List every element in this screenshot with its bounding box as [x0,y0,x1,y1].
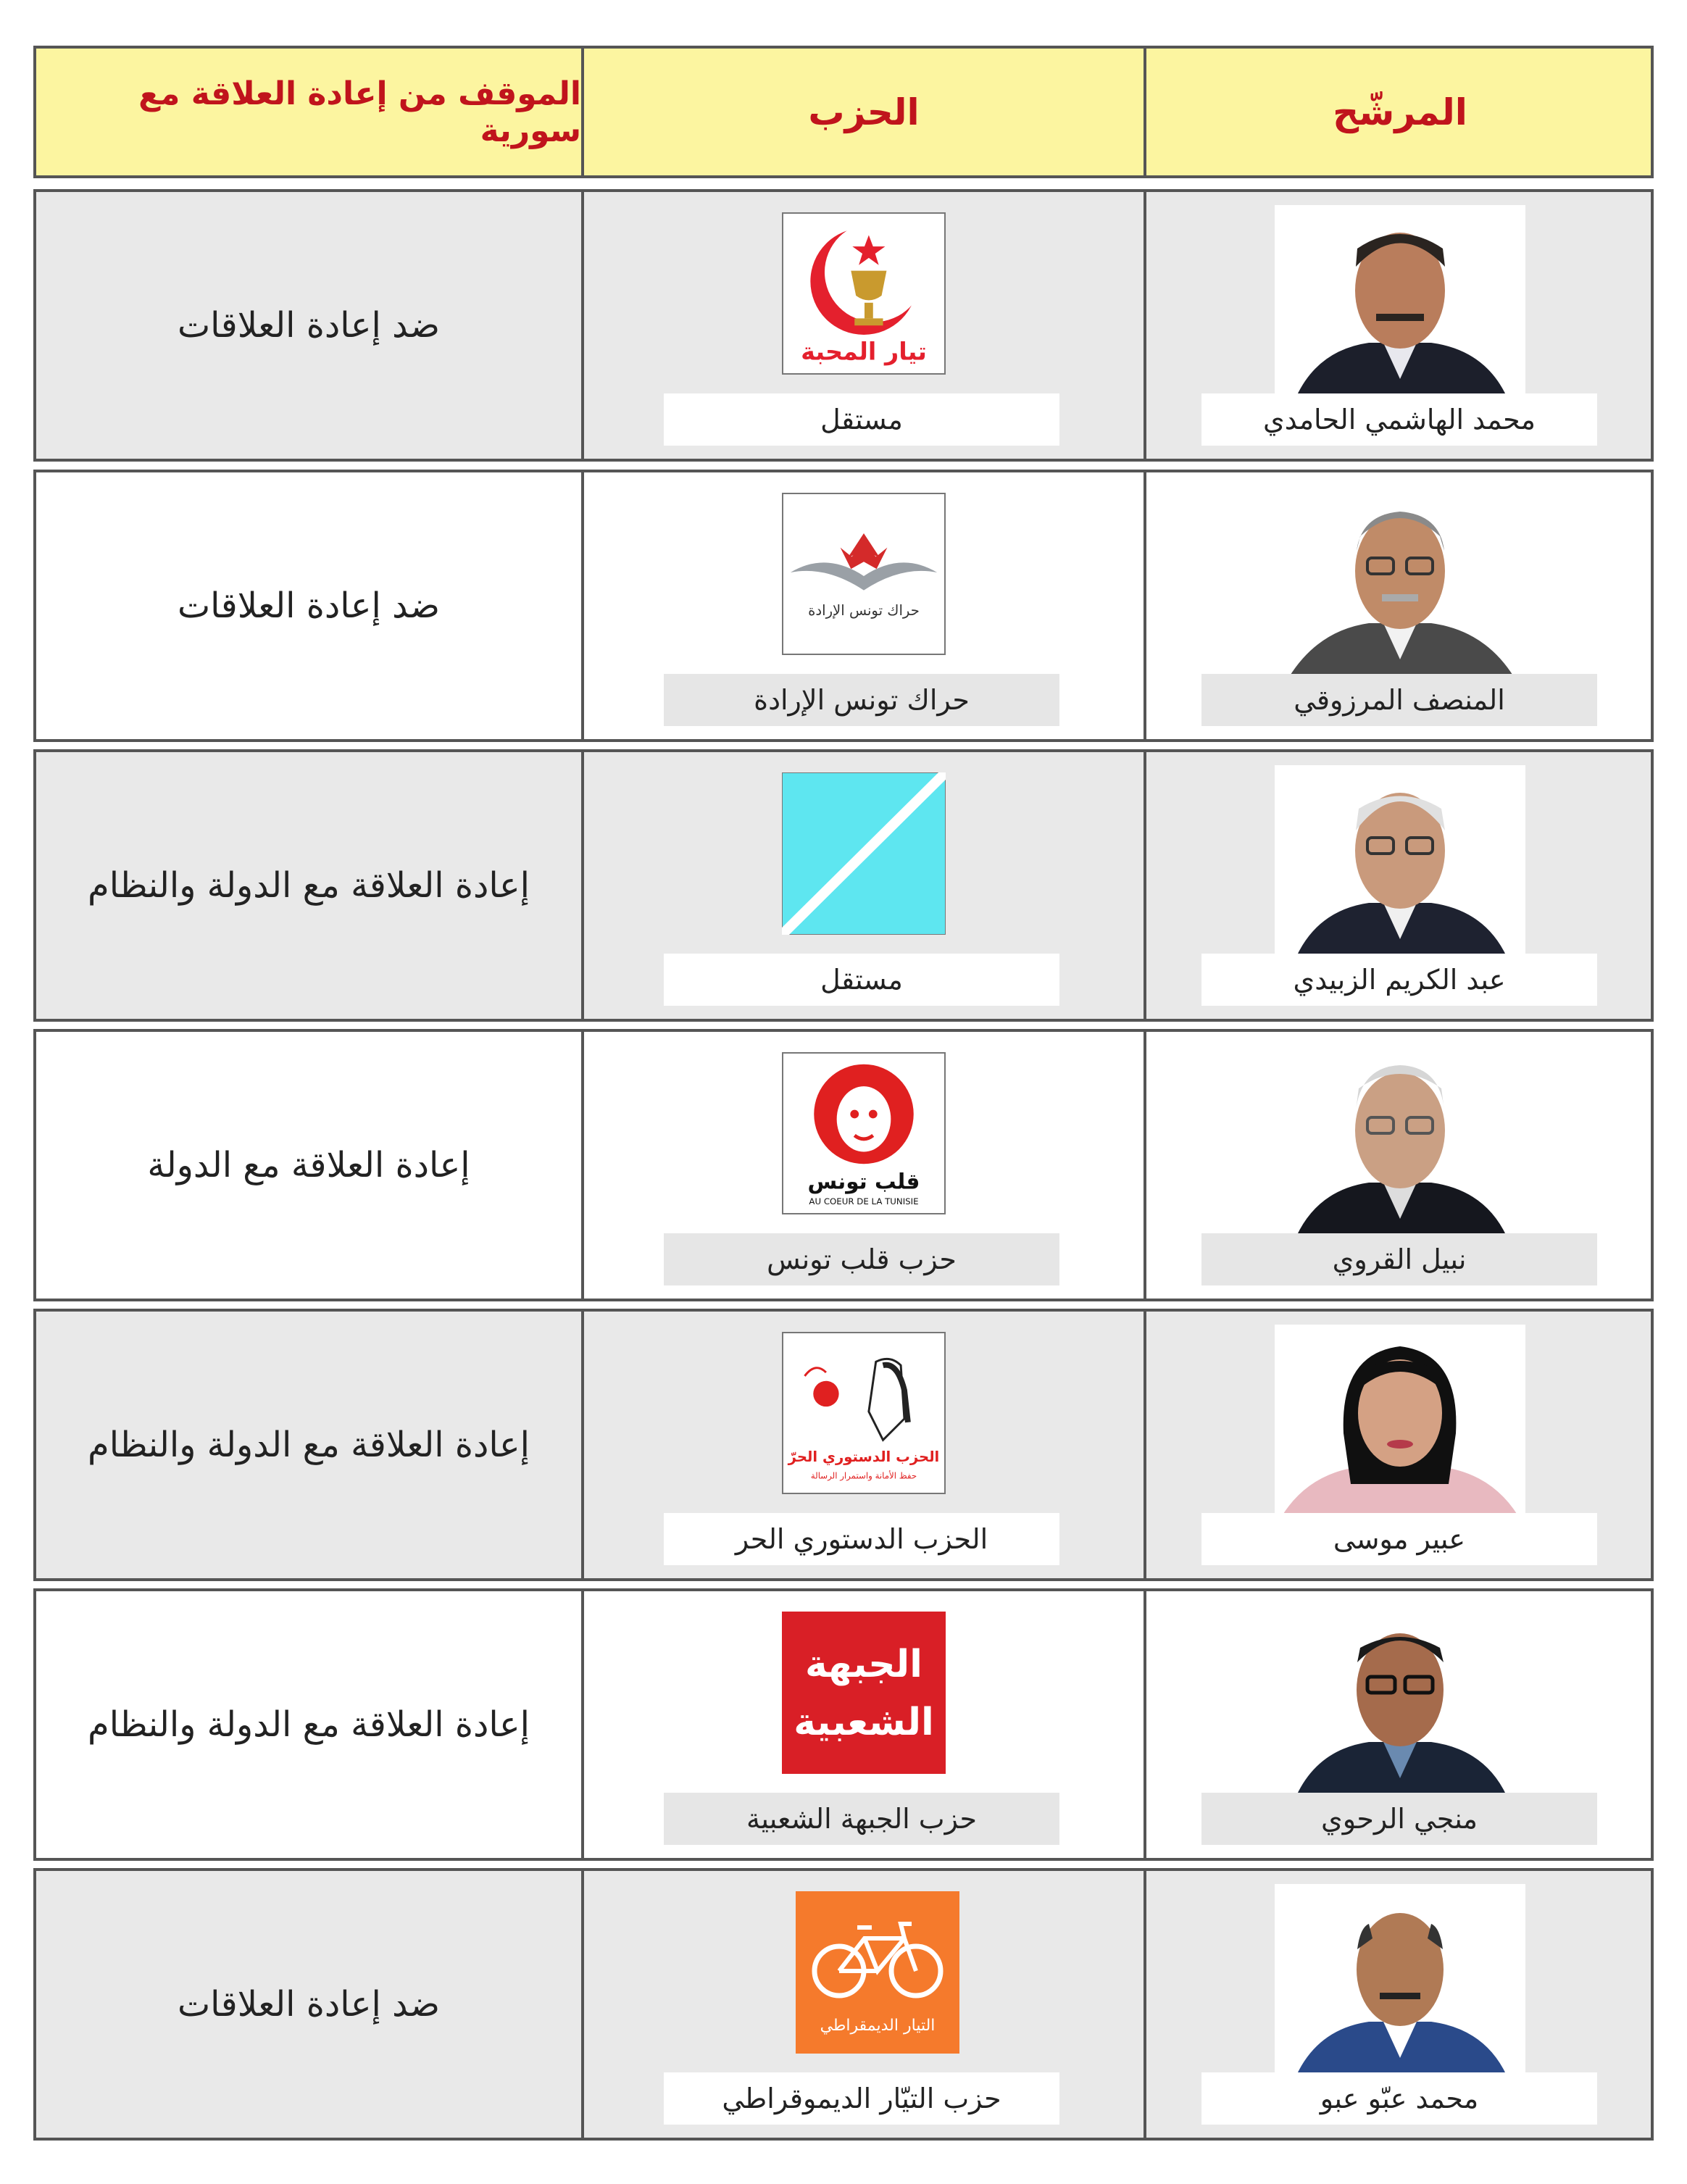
header-stance: الموقف من إعادة العلاقة مع سورية [138,75,581,149]
stance-text: ضد إعادة العلاقات [177,1984,441,2025]
table-row [33,1868,1654,2141]
stance-text: إعادة العلاقة مع الدولة [147,1145,470,1185]
header-candidate: المرشّح [1333,91,1467,133]
party-cell [584,1312,1146,1578]
candidate-cell [1146,752,1654,1019]
harak-tounes-irada-logo [782,493,946,655]
independent-diagonal-logo [782,772,946,935]
table-row [33,1029,1654,1301]
svg-text:الحزب الدستوري الحرّ: الحزب الدستوري الحرّ [788,1448,940,1465]
candidate-cell [1146,1032,1654,1299]
table-header [33,46,1654,178]
candidate-name: المنصف المرزوقي [1201,674,1597,726]
svg-text:حراك تونس الإرادة: حراك تونس الإرادة [808,601,920,619]
svg-text:الجبهة: الجبهة [805,1643,922,1686]
candidate-photo [1275,1325,1525,1516]
party-name: حزب قلب تونس [664,1233,1059,1285]
stance-cell [36,1312,581,1578]
party-cell [584,472,1146,739]
divider [581,49,584,175]
table-row [33,189,1654,462]
svg-text:قلب تونس: قلب تونس [807,1169,920,1194]
party-cell [584,1591,1146,1858]
tayar-el-mahaba-logo [782,212,946,375]
party-name: مستقل [664,954,1059,1006]
stance-cell [36,472,581,739]
header-party: الحزب [808,91,920,133]
candidate-photo [1275,1045,1525,1236]
candidate-photo [1275,1884,1525,2075]
table-row [33,1588,1654,1861]
party-name: حزب التيّار الديموقراطي [664,2072,1059,2125]
candidates-table [33,46,1654,178]
svg-text:التيار الديمقراطي: التيار الديمقراطي [820,2017,936,2035]
candidate-name: نبيل القروي [1201,1233,1597,1285]
destourien-libre-logo [782,1332,946,1494]
candidate-photo [1275,1604,1525,1796]
candidate-name: منجي الرحوي [1201,1793,1597,1845]
party-cell [584,1032,1146,1299]
candidate-cell [1146,192,1654,459]
stance-text: إعادة العلاقة مع الدولة والنظام [88,1704,530,1745]
stance-cell [36,1591,581,1858]
divider [1144,49,1146,175]
stance-cell [36,752,581,1019]
stance-text: ضد إعادة العلاقات [177,305,441,346]
svg-text:الشعبية: الشعبية [793,1701,934,1744]
svg-text:AU COEUR DE LA TUNISIE: AU COEUR DE LA TUNISIE [809,1196,919,1207]
candidate-photo [1275,765,1525,956]
party-cell [584,752,1146,1019]
candidate-cell [1146,1312,1654,1578]
table-row [33,749,1654,1022]
svg-text:تيار المحبة: تيار المحبة [801,337,927,366]
party-name: حزب الجبهة الشعبية [664,1793,1059,1845]
qalb-tounes-logo [782,1052,946,1214]
candidate-name: محمد عبّو عبو [1201,2072,1597,2125]
table-row [33,470,1654,742]
courant-democrate-logo [796,1891,959,2054]
party-cell [584,192,1146,459]
candidate-name: محمد الهاشمي الحامدي [1201,393,1597,446]
candidate-photo [1275,205,1525,396]
table-row [33,1309,1654,1581]
svg-text:حفظ الأمانة واستمرار الرسالة: حفظ الأمانة واستمرار الرسالة [810,1470,917,1481]
front-populaire-logo [782,1612,946,1774]
candidate-cell [1146,472,1654,739]
candidate-photo [1275,485,1525,677]
stance-cell [36,1032,581,1299]
party-name: حراك تونس الإرادة [664,674,1059,726]
candidate-name: عبد الكريم الزبيدي [1201,954,1597,1006]
candidate-cell [1146,1591,1654,1858]
candidate-name: عبير موسى [1201,1513,1597,1565]
stance-text: إعادة العلاقة مع الدولة والنظام [88,865,530,906]
party-cell [584,1871,1146,2138]
stance-text: ضد إعادة العلاقات [177,585,441,626]
stance-text: إعادة العلاقة مع الدولة والنظام [88,1425,530,1465]
party-name: الحزب الدستوري الحر [664,1513,1059,1565]
candidate-cell [1146,1871,1654,2138]
stance-cell [36,1871,581,2138]
party-name: مستقل [664,393,1059,446]
stance-cell [36,192,581,459]
